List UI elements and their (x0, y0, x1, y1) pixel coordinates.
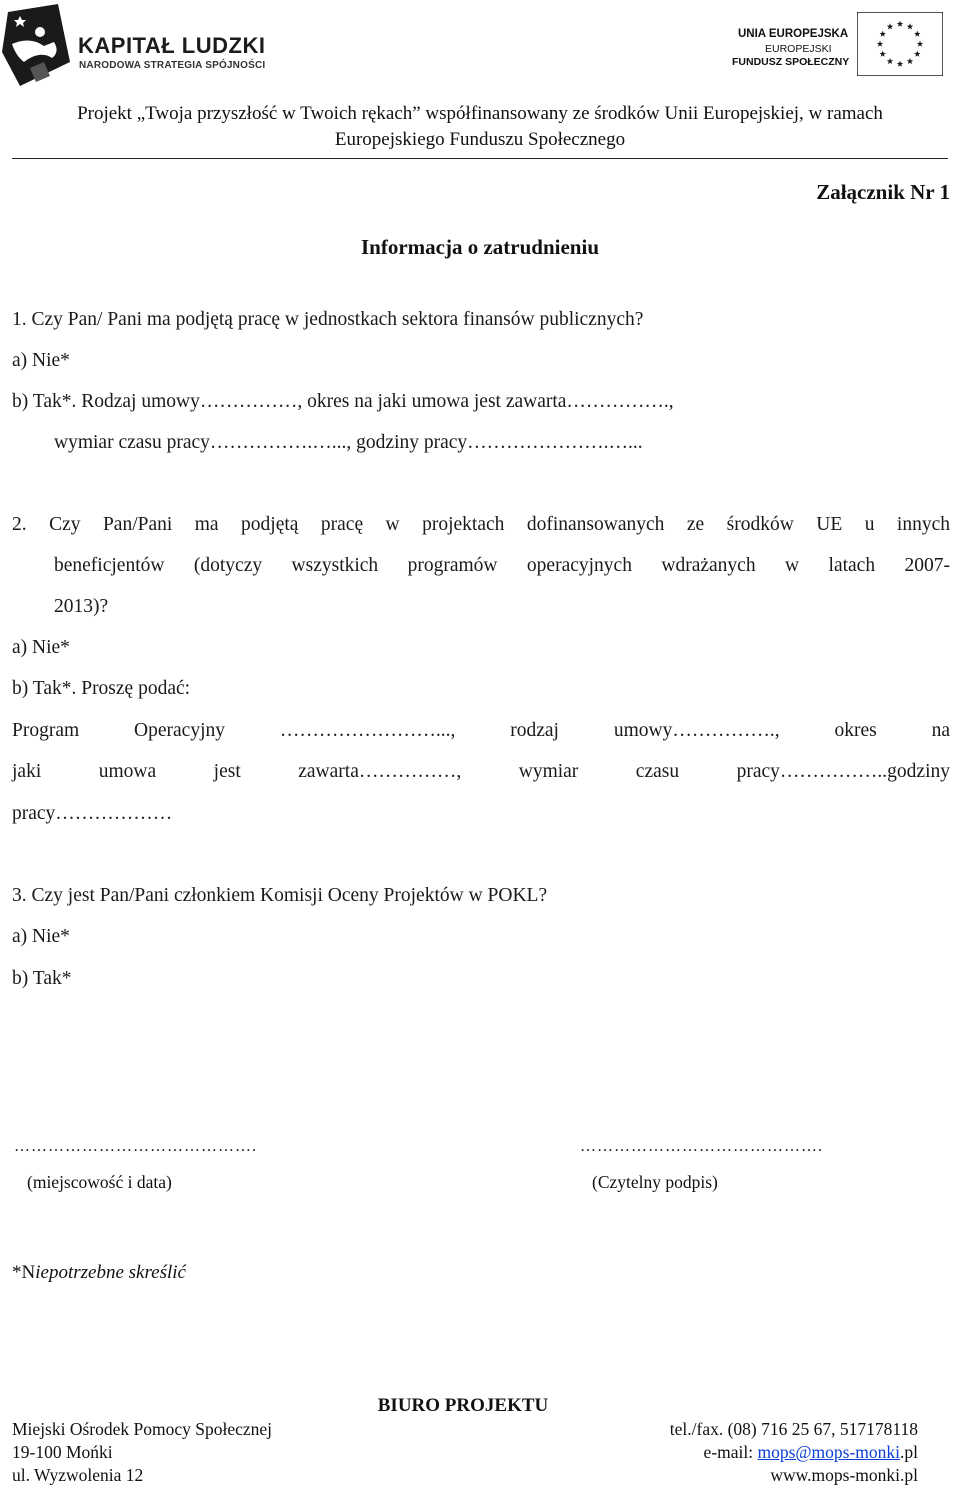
footnote-text: iepotrzebne skreślić (35, 1262, 186, 1283)
question-2-detail-2: jaki umowa jest zawarta……………, wymiar czasu pracy……………..godziny (12, 761, 950, 782)
question-2-line-2: beneficjentów (dotyczy wszystkich programów operacyjnych wdrażanych w latach 2007- (54, 555, 950, 576)
place-date-label: (miejscowość i data) (27, 1172, 172, 1192)
question-2-detail-3: pracy……………… (12, 803, 173, 824)
question-1-option-b: b) Tak*. Rodzaj umowy……………, okres na jaki umowa jest zawarta……………., (12, 391, 674, 412)
footer-website[interactable]: www.mops-monki.pl (770, 1465, 918, 1485)
question-3-option-b: b) Tak* (12, 968, 72, 989)
footer-email-suffix: .pl (900, 1442, 918, 1462)
project-line-2: Europejskiego Funduszu Społecznego (334, 129, 626, 150)
footer-street: ul. Wyzwolenia 12 (12, 1465, 144, 1485)
footer-email-link[interactable]: mops@mops-monki (757, 1442, 900, 1462)
question-2-option-a: a) Nie* (12, 637, 70, 658)
question-3-option-a: a) Nie* (12, 926, 70, 947)
eu-logo-line2: EUROPEJSKI (765, 43, 832, 55)
page-title: Informacja o zatrudnieniu (361, 235, 599, 259)
question-1: 1. Czy Pan/ Pani ma podjętą pracę w jednostkach sektora finansów publicznych? (12, 309, 644, 330)
question-1-option-b-details: wymiar czasu pracy…………….…..., godziny pracy………………….…... (54, 432, 643, 453)
annex-label: Załącznik Nr 1 (816, 180, 950, 204)
footer-institution: Miejski Ośrodek Pomocy Społecznej (12, 1419, 273, 1439)
eu-logo-line3: FUNDUSZ SPOŁECZNY (732, 56, 850, 68)
eu-logo-line1: UNIA EUROPEJSKA (738, 28, 849, 40)
kapital-ludzki-title: KAPITAŁ LUDZKI (78, 33, 266, 58)
question-2-option-b: b) Tak*. Proszę podać: (12, 678, 191, 699)
footnote-prefix: *N (12, 1262, 36, 1283)
footer-phone: tel./fax. (08) 716 25 67, 517178118 (669, 1419, 918, 1439)
footer-email-line (704, 1442, 918, 1463)
question-1-option-a: a) Nie* (12, 350, 70, 371)
kapital-ludzki-subtitle: NARODOWA STRATEGIA SPÓJNOŚCI (79, 60, 266, 71)
question-2-line-1: 2. Czy Pan/Pani ma podjętą pracę w projektach dofinansowanych ze środków UE u innych (12, 514, 950, 535)
signature-line: ……………………………………. (580, 1138, 823, 1155)
footer-postal-code: 19-100 Mońki (12, 1442, 113, 1462)
header-divider (12, 158, 948, 159)
project-line-1: Projekt „Twoja przyszłość w Twoich rękach” współfinansowany ze środków Unii Europejskiej, w ramach (77, 103, 883, 124)
question-2-detail-1: Program Operacyjny ……………………..., rodzaj umowy……………., okres na (12, 720, 950, 741)
eu-flag-icon (857, 12, 943, 76)
footer-title: BIURO PROJEKTU (377, 1395, 549, 1416)
question-3: 3. Czy jest Pan/Pani członkiem Komisji Oceny Projektów w POKL? (12, 885, 548, 906)
question-2-line-3: 2013)? (54, 596, 109, 617)
place-date-line: ……………………………………. (14, 1138, 257, 1155)
signature-label: (Czytelny podpis) (592, 1172, 718, 1192)
footer-email-prefix: e-mail: (703, 1442, 758, 1462)
kapital-ludzki-logo (0, 2, 280, 88)
footnote (12, 1262, 186, 1284)
kapital-ludzki-emblem-icon (0, 2, 74, 88)
